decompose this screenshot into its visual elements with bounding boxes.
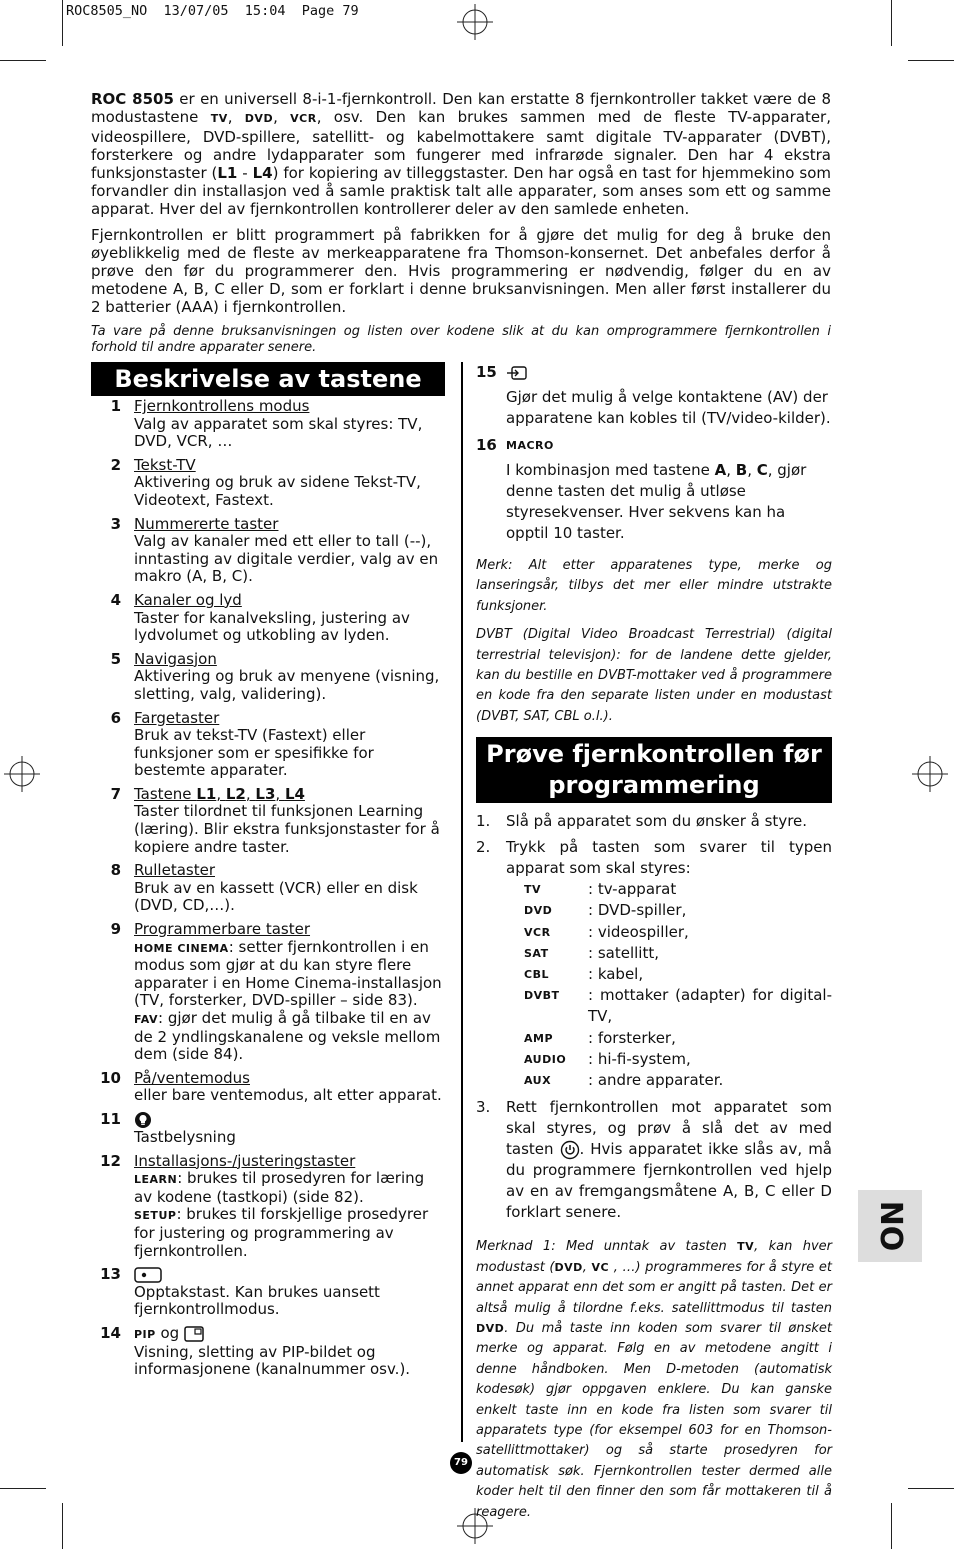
- mode-description: : videospiller,: [588, 922, 689, 941]
- item-body: Taster for kanalveksling, justering av lydvolumet og utkobling av lyden.: [134, 608, 410, 645]
- item-number: 14: [100, 1324, 121, 1342]
- record-icon: [121, 1266, 162, 1284]
- step-text: Trykk på tasten som svarer til typen apparat som skal styres:: [506, 838, 832, 878]
- item-body: Valg av apparatet som skal styres: TV, DVD, VCR, …: [134, 414, 423, 451]
- list-item: [91, 651, 445, 704]
- key-l2: L2: [225, 784, 246, 803]
- note-functions: Merk: Alt etter apparatenes type, merke og lanseringsår, tilbys det mer eller mindre utstrakte funksjoner.: [476, 558, 832, 614]
- mode-description: : andre apparater.: [588, 1071, 724, 1090]
- list-item: [91, 1325, 445, 1379]
- mode-description: : kabel,: [588, 965, 644, 984]
- item-body-text: : setter fjernkontrollen i en modus som gjør at du kan styre flere apparater i en Home Cinema-installasjon (TV, forsterker, DVD-spiller – side 83).: [134, 937, 442, 1010]
- step-text-part: Rett fjernkontrollen mot apparatet som skal styres, og prøv å slå det av med tasten: [506, 1098, 832, 1159]
- mode-key-tv: TV: [210, 112, 228, 125]
- step-text: Slå på apparatet som du ønsker å styre.: [506, 812, 808, 831]
- intro-text: ) for kopiering av tilleggstaster. Den har også en tast for hjemmekino som forvandler din installasjon ved å samle praktisk talt alle apparater, som anses som ett og samme apparat. Hver del av fjernkontrollen kontrollerer deler av den samlede enheten.: [91, 164, 831, 218]
- list-item: [476, 362, 832, 429]
- item-number: 11: [100, 1109, 121, 1128]
- mode-key-vcr: VCR: [290, 112, 317, 125]
- step: [476, 837, 832, 1091]
- item-body: Bruk av tekst-TV (Fastext) eller funksjoner som er spesifikke for bestemte apparater.: [134, 726, 374, 780]
- note-text: Merknad 1: Med unntak av tasten: [476, 1239, 738, 1255]
- lightbulb-icon: [121, 1111, 152, 1129]
- item-number: 12: [100, 1151, 121, 1170]
- mode-key: VCR: [524, 925, 551, 939]
- crop-mark: [62, 0, 63, 46]
- item-number: 9: [110, 920, 121, 939]
- brand-name: ROC 8505: [91, 90, 174, 108]
- intro-paragraph-2: Fjernkontrollen er blitt programmert på fabrikken for å gjøre det mulig for deg å bruke den øyeblikkelig med de fleste av merkeapparatene fra Thomson-konsernet. Det anbefales derfor å prøve den før du programmerer den. Hvis programmering er nødvendig, følger du en av metodene A, B, C eller D, som er forklart i denne bruksanvisningen. Men aller først installerer du 2 batterier (AAA) i fjernkontrollen.: [91, 226, 831, 316]
- item-body: Tastbelysning: [134, 1128, 236, 1147]
- item-title: Fargetaster: [134, 708, 220, 727]
- registration-mark-icon: [4, 756, 40, 792]
- key-a: A: [714, 461, 727, 479]
- mode-key: DVBT: [524, 989, 560, 1003]
- item-body: Taster tilordnet til funksjonen Learning (læring). Blir ekstra funksjonstaster for å kopiere andre taster.: [134, 802, 440, 856]
- power-icon: [560, 1140, 580, 1158]
- list-item: [91, 516, 445, 586]
- crop-mark: [891, 0, 892, 46]
- list-item: [91, 786, 445, 856]
- av-input-icon: [506, 362, 528, 383]
- crop-mark: [0, 60, 46, 61]
- item-number: 7: [110, 784, 121, 803]
- item-body: Opptakstast. Kan brukes uansett fjernkontrollmodus.: [134, 1282, 380, 1319]
- item-body: Aktivering og bruk av sidene Tekst-TV, Videotext, Fastext.: [134, 473, 421, 509]
- mode-key-dvd: DVD: [554, 1260, 583, 1274]
- list-item: [91, 1153, 445, 1261]
- item-title: Tekst-TV: [134, 455, 196, 474]
- item-title: På/ventemodus: [134, 1068, 250, 1087]
- section-title-test-remote: [476, 737, 832, 803]
- mode-key-dvd: DVD: [476, 1321, 505, 1335]
- section-title-line: Prøve fjernkontrollen før: [486, 740, 822, 769]
- separator: ,: [275, 784, 285, 803]
- item-title-text: og: [155, 1324, 184, 1342]
- item-body: Aktivering og bruk av menyene (visning, sletting, valg, validering).: [134, 667, 440, 703]
- item-body-text: : gjør det mulig å gå tilbake til en av de 2 yndlingskanalene og veksle mellom dem (side 84).: [134, 1009, 441, 1064]
- mode-key-tv: TV: [737, 1240, 755, 1254]
- item-body: eller bare ventemodus, alt etter apparat.: [134, 1086, 442, 1105]
- item-title-text: Tastene: [134, 784, 197, 803]
- list-item: [91, 921, 445, 1064]
- page-number: 79: [450, 1452, 472, 1474]
- item-body: [91, 1170, 445, 1260]
- item-title: Installasjons-/justeringstaster: [134, 1151, 356, 1170]
- info-icon: [184, 1324, 204, 1342]
- step-number: 2.: [476, 838, 491, 857]
- separator: ,: [245, 784, 256, 803]
- list-item: [91, 1070, 445, 1105]
- mode-description: : hi-fi-system,: [588, 1049, 691, 1068]
- section-title-line: programmering: [548, 771, 760, 800]
- key-l3: L3: [255, 784, 276, 803]
- list-item: [476, 435, 832, 544]
- item-body-text: : brukes til forskjellige prosedyrer for justering og programmering av fjernkontrollen.: [134, 1205, 429, 1260]
- note-text: , …) programmeres for å styre et annet apparat enn det som er angitt på tasten. Det er altså mulig å tilordne f.eks. satellittmodus til tasten: [476, 1259, 832, 1316]
- registration-mark-icon: [457, 4, 493, 40]
- item-body: [91, 939, 445, 1064]
- key-pip: PIP: [134, 1328, 156, 1341]
- crop-mark: [0, 1488, 46, 1489]
- step: [476, 811, 832, 832]
- item-title: Programmerbare taster: [134, 920, 311, 939]
- mode-key: AMP: [524, 1031, 554, 1045]
- crop-mark: [908, 1488, 954, 1489]
- item-body-text: I kombinasjon med tastene: [506, 461, 715, 479]
- registration-mark-icon: [912, 756, 948, 792]
- list-item: [91, 592, 445, 645]
- item-number: 1: [110, 397, 121, 415]
- intro-text: er en universell 8-i-1-fjernkontroll. Den kan erstatte 8 fjernkontroller takket være de 8 modustastene: [91, 90, 832, 126]
- step: [476, 1097, 832, 1223]
- language-tab-label: NO: [873, 1200, 908, 1252]
- key-learn: LEARN: [134, 1173, 178, 1187]
- item-body: Visning, sletting av PIP-bildet og informasjonene (kanalnummer osv.).: [134, 1342, 411, 1379]
- key-l4: L4: [284, 784, 305, 803]
- key-setup: SETUP: [134, 1209, 177, 1223]
- item-title: [121, 786, 305, 804]
- item-body-text: , gjør denne tasten det mulig å utløse styresekvenser. Hver sekvens kan ha opptil 10 taster.: [506, 461, 807, 542]
- intro-paragraph-1: [91, 90, 831, 218]
- print-header: ROC8505_NO 13/07/05 15:04 Page 79: [66, 3, 359, 19]
- note-text: , kan hver modustast (: [476, 1239, 832, 1275]
- separator: -: [237, 164, 253, 182]
- section-title-key-description: Beskrivelse av tastene: [91, 362, 445, 396]
- item-title: Rulletaster: [134, 861, 215, 880]
- list-item: [91, 1266, 445, 1319]
- item-number: 2: [110, 455, 121, 474]
- list-item: [91, 710, 445, 780]
- key-c: C: [756, 461, 768, 479]
- key-fav: FAV: [134, 1013, 159, 1026]
- step-text: [506, 1097, 832, 1223]
- item-title: Kanaler og lyd: [134, 590, 242, 609]
- list-item: [91, 398, 445, 451]
- mode-key: CBL: [524, 968, 549, 982]
- mode-description: : forsterker,: [588, 1028, 676, 1047]
- mode-list: [524, 879, 832, 1091]
- item-number: 3: [110, 514, 121, 533]
- item-title: Navigasjon: [134, 649, 217, 668]
- mode-description: : DVD-spiller,: [588, 901, 687, 920]
- item-number: 13: [100, 1265, 121, 1284]
- intro-note: Ta vare på denne bruksanvisningen og listen over kodene slik at du kan omprogrammere fjernkontrollen i forhold til andre apparater senere.: [91, 324, 831, 355]
- key-b: B: [735, 461, 748, 479]
- intro-text: , osv. Den kan brukes sammen med de fleste TV-apparater, videospillere, DVD-spillere, satellitt- og kabelmottakere samt digitale TV-apparater (DVBT), forsterkere og andre lydapparater som fungerer med infrarøde signaler. Den har 4 ekstra funksjonstaster (: [91, 108, 831, 182]
- separator: ,: [216, 784, 226, 803]
- step-number: 1.: [476, 812, 491, 831]
- mode-key: AUDIO: [524, 1052, 567, 1066]
- list-item: [91, 862, 445, 915]
- separator: ,: [227, 108, 245, 126]
- key-l1: L1: [196, 784, 217, 803]
- item-number: 4: [110, 590, 121, 609]
- item-number: 10: [100, 1068, 121, 1087]
- item-title: Fjernkontrollens modus: [134, 397, 310, 415]
- mode-key: AUX: [524, 1074, 552, 1088]
- right-column: [476, 362, 832, 1531]
- step-text-part: . Hvis apparatet ikke slås av, må du programmere fjernkontrollen ved hjelp av en av fremgangsmåtene A, B, C eller D forklart senere.: [506, 1140, 832, 1222]
- note-mode-keys: [476, 1237, 832, 1523]
- key-l1: L1: [217, 164, 238, 182]
- item-body: Gjør det mulig å velge kontaktene (AV) der apparatene kan kobles til (TV/video-kilder).: [506, 388, 831, 427]
- item-body: Bruk av en kassett (VCR) eller en disk (DVD, CD,…).: [134, 878, 418, 915]
- mode-key: SAT: [524, 946, 549, 960]
- crop-mark: [908, 60, 954, 61]
- mode-key: TV: [524, 883, 542, 897]
- item-body: I kombinasjon med tastene A, B, C, gjør denne tasten det mulig å utløse styresekvenser. Hver sekvens kan ha opptil 10 taster.: [506, 461, 807, 542]
- mode-description: : tv-apparat: [588, 880, 677, 899]
- mode-key-vcr: VC: [591, 1260, 610, 1274]
- column-divider: [461, 362, 463, 1442]
- key-l4: L4: [252, 164, 273, 182]
- mode-key-dvd: DVD: [244, 112, 274, 125]
- mode-description: : mottaker (adapter) for digital-TV,: [588, 986, 832, 1026]
- key-macro: MACRO: [506, 439, 554, 452]
- item-body: Valg av kanaler med ett eller to tall (--), inntasting av digitale verdier, valg av en makro (A, B, C).: [134, 532, 439, 586]
- note-text: . Du må taste inn koden som svarer til ønsket merke og apparat. Følg en av metodene angitt i denne håndboken. Men D-metoden (automatisk kodesøk) gjør oppgaven enklere. Du kan ganske enkelt taste inn en kode fra listen som svarer til apparatets type (for eksempel 603 for en Thomson-satellittmottaker) og så starte prosedyren for automatisk søk. Fjernkontrollen tester dermed alle koder helt til den finner den som får mottakeren til å reagere.: [476, 1320, 832, 1520]
- crop-mark: [891, 1503, 892, 1549]
- item-number: 8: [110, 861, 121, 880]
- crop-mark: [62, 1503, 63, 1549]
- item-number: 6: [110, 708, 121, 727]
- item-number: 15: [476, 363, 497, 381]
- key-home-cinema: HOME CINEMA: [134, 941, 229, 955]
- mode-description: : satellitt,: [588, 943, 659, 962]
- item-number: 16: [476, 436, 497, 454]
- list-item: [91, 457, 445, 510]
- item-body-text: : brukes til prosedyren for læring av kodene (tastkopi) (side 82).: [134, 1169, 425, 1206]
- language-tab: [858, 1190, 922, 1262]
- step-number: 3.: [476, 1098, 491, 1117]
- item-title: Nummererte taster: [134, 514, 279, 533]
- note-text: ,: [582, 1259, 592, 1275]
- steps-list: [476, 811, 832, 1223]
- item-number: 5: [110, 649, 121, 668]
- key-description-list: [91, 398, 445, 1385]
- intro-section: [91, 90, 831, 364]
- note-dvbt: DVBT (Digital Video Broadcast Terrestrial) (digital terrestrial televisjon): for de landene dette gjelder, kan du bestille en DVBT-mottaker ved å programmere en kode fra den separate listen under en modustast (DVBT, SAT, CBL o.l.).: [476, 627, 832, 724]
- separator: ,: [273, 108, 291, 126]
- mode-key: DVD: [524, 904, 553, 918]
- list-item: [91, 1111, 445, 1147]
